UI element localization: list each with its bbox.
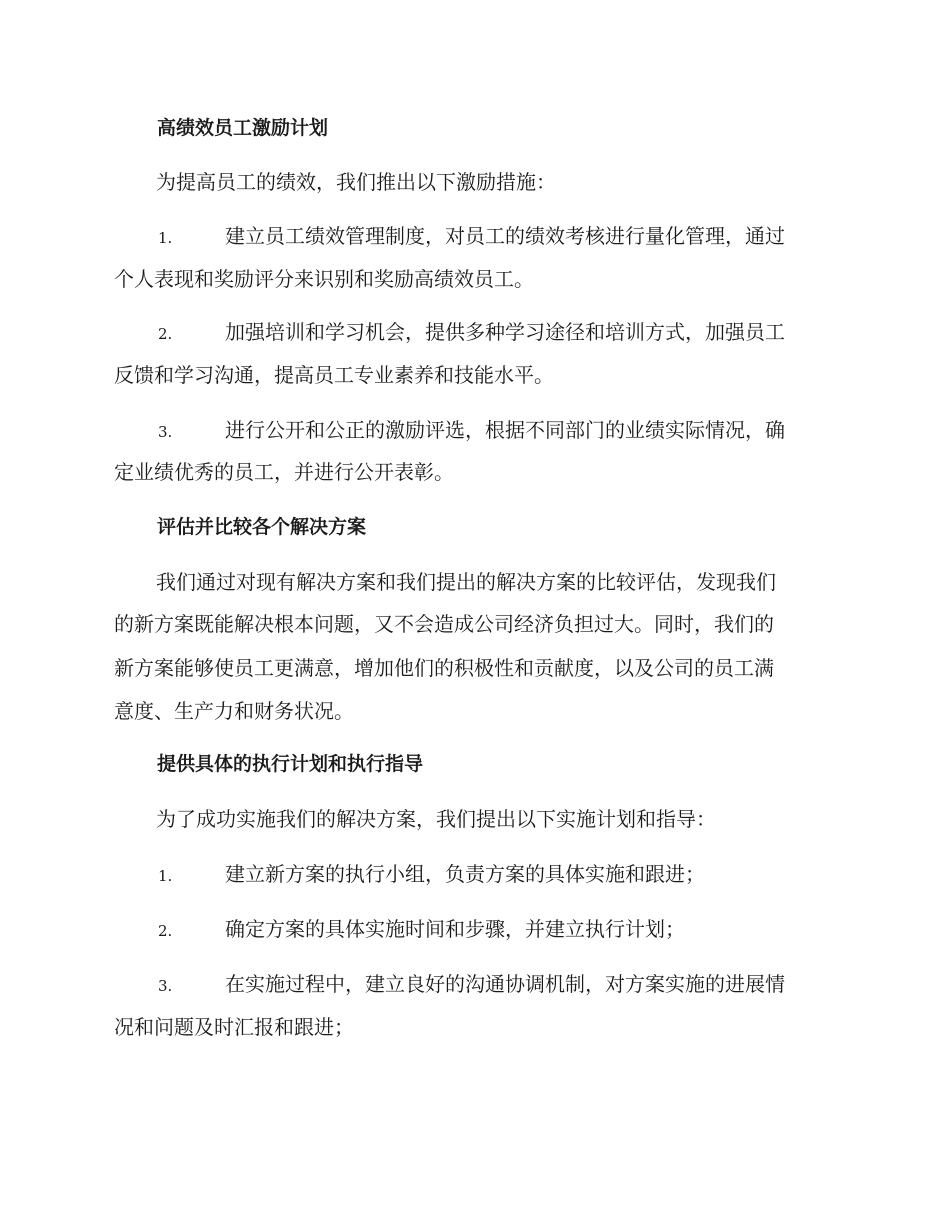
list-item-text: 确定方案的具体实施时间和步骤，并建立执行计划； xyxy=(225,917,685,941)
paragraph-line: 我们通过对现有解决方案和我们提出的解决方案的比较评估，发现我们 xyxy=(156,570,776,594)
section-heading: 评估并比较各个解决方案 xyxy=(157,516,367,538)
list-item-text: 建立新方案的执行小组，负责方案的具体实施和跟进； xyxy=(225,862,705,886)
list-item-text: 建立员工绩效管理制度，对员工的绩效考核进行量化管理，通过 xyxy=(225,224,785,248)
paragraph-line: 新方案能够使员工更满意，增加他们的积极性和贡献度，以及公司的员工满 xyxy=(114,656,774,680)
section-intro: 为了成功实施我们的解决方案，我们提出以下实施计划和指导： xyxy=(156,807,716,831)
list-item-number: 3. xyxy=(158,423,173,441)
section-intro: 为提高员工的绩效，我们推出以下激励措施： xyxy=(156,170,556,194)
paragraph-line: 的新方案既能解决根本问题，又不会造成公司经济负担过大。同时，我们的 xyxy=(114,612,774,636)
list-item-text-continued: 个人表现和奖励评分来识别和奖励高绩效员工。 xyxy=(114,267,534,291)
list-item-number: 1. xyxy=(158,867,173,885)
list-item-number: 3. xyxy=(158,977,173,995)
list-item-text: 加强培训和学习机会，提供多种学习途径和培训方式，加强员工 xyxy=(225,320,785,344)
section-heading: 提供具体的执行计划和执行指导 xyxy=(157,753,424,775)
list-item-number: 1. xyxy=(158,229,173,247)
list-item-text: 在实施过程中，建立良好的沟通协调机制，对方案实施的进展情 xyxy=(225,972,785,996)
paragraph-line: 意度、生产力和财务状况。 xyxy=(114,699,354,723)
list-item-text-continued: 况和问题及时汇报和跟进； xyxy=(114,1015,354,1039)
section-heading: 高绩效员工激励计划 xyxy=(157,117,329,139)
list-item-text: 进行公开和公正的激励评选，根据不同部门的业绩实际情况，确 xyxy=(225,418,785,442)
list-item-text-continued: 反馈和学习沟通，提高员工专业素养和技能水平。 xyxy=(114,363,554,387)
list-item-number: 2. xyxy=(158,922,173,940)
list-item-text-continued: 定业绩优秀的员工，并进行公开表彰。 xyxy=(114,460,454,484)
list-item-number: 2. xyxy=(158,325,173,343)
